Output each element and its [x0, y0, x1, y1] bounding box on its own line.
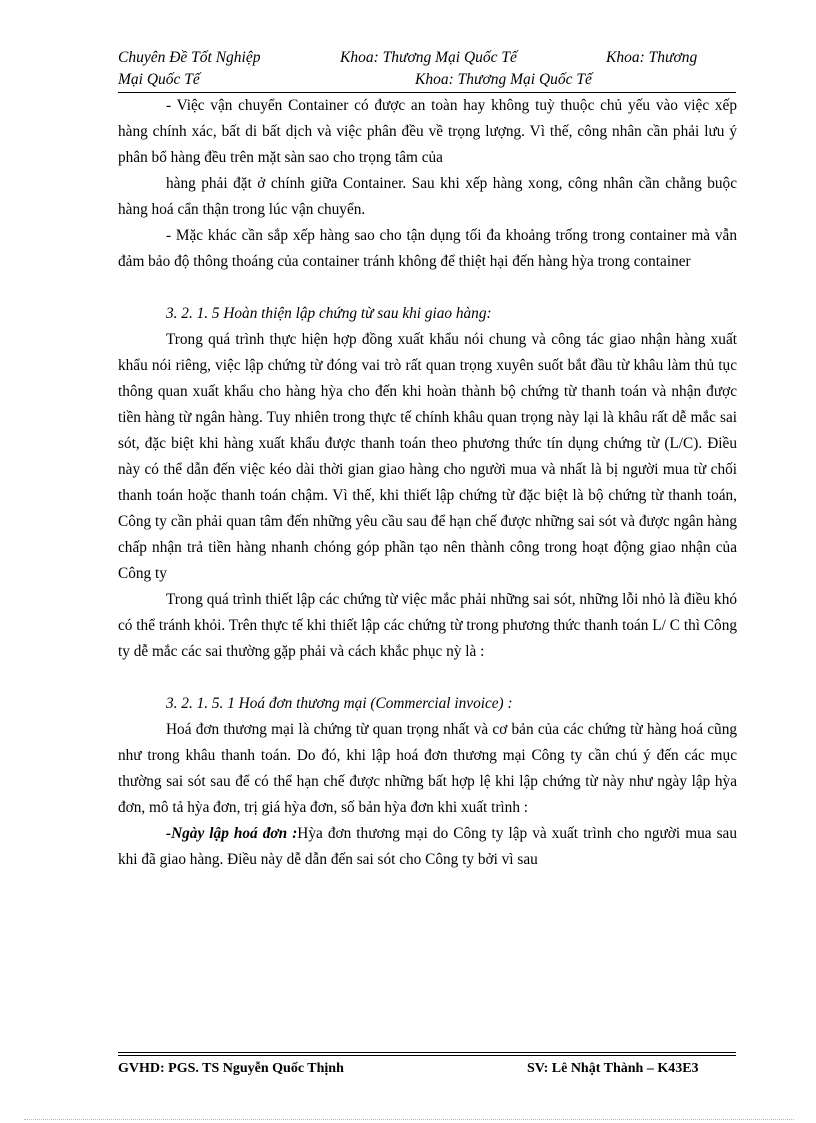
header-faculty-3: Khoa: Thương Mại Quốc Tế — [415, 71, 592, 88]
header-faculty-2-cont: Mại Quốc Tế — [118, 71, 200, 88]
header-faculty-2: Khoa: Thương — [606, 49, 698, 66]
header-line-1 — [118, 47, 718, 69]
header-thesis-title: Chuyên Đề Tốt Nghiệp — [118, 49, 261, 66]
footer-supervisor: GVHD: PGS. TS Nguyễn Quốc Thịnh — [118, 1061, 344, 1076]
page-bottom-dotted-line — [24, 1119, 794, 1120]
page-body — [118, 93, 737, 873]
footer-student: SV: Lê Nhật Thành – K43E3 — [527, 1061, 699, 1076]
spacer — [118, 665, 737, 691]
spacer — [118, 275, 737, 301]
section-heading-3-2-1-5: 3. 2. 1. 5 Hoàn thiện lập chứng từ sau khi giao hàng: — [166, 305, 492, 322]
paragraph-container-space: - Mặc khác cần sắp xếp hàng sao cho tận dụng tối đa khoảng trống trong container mà vẫn đảm bảo độ thông thoáng của container tránh không để thiệt hại đến hàng hỳa trong container — [118, 227, 737, 270]
invoice-date-text: Hỳa đơn thương mại do Công ty lập và xuất trình cho người mua sau khi đã giao hàng. Điều này dễ dẫn đến sai sót cho Công ty bởi vì sau — [118, 825, 737, 868]
invoice-date-label: -Ngày lập hoá đơn : — [166, 825, 298, 842]
paragraph-invoice-date — [118, 821, 737, 873]
paragraph-container-loading: - Việc vận chuyển Container có được an toàn hay không tuỳ thuộc chủ yếu vào việc xếp hàng chính xác, bất di bất dịch và việc phân đều về trọng lượng. Vì thế, công nhân cần phải lưu ý phân bổ hàng đều trên mặt sàn sao cho trọng tâm của — [118, 97, 737, 166]
header-line-2 — [118, 69, 718, 91]
paragraph-commercial-invoice: Hoá đơn thương mại là chứng từ quan trọng nhất và cơ bản của các chứng từ hàng hoá cũng như trong khâu thanh toán. Do đó, khi lập hoá đơn thương mại Công ty cần chú ý đến các mục thường sai sót sau để có thể hạn chế được những bất hợp lệ khi lập chứng từ này như ngày lập hỳa đơn, mô tả hỳa đơn, trị giá hỳa đơn, số bản hỳa đơn khi xuất trình : — [118, 721, 737, 816]
page-header — [118, 47, 718, 91]
page-footer — [118, 1058, 736, 1080]
paragraph-common-errors: Trong quá trình thiết lập các chứng từ việc mắc phải những sai sót, những lỗi nhỏ là điều khó có thể tránh khỏi. Trên thực tế khi thiết lập các chứng từ trong phương thức thanh toán L/ C thì Công ty dễ mắc các sai thường gặp phải và cách khắc phục nỳ là : — [118, 591, 737, 660]
footer-divider-top — [118, 1052, 736, 1053]
paragraph-container-loading-cont: hàng phải đặt ở chính giữa Container. Sau khi xếp hàng xong, công nhân cần chằng buộc hàng hoá cẩn thận trong lúc vận chuyển. — [118, 175, 737, 218]
section-heading-3-2-1-5-1: 3. 2. 1. 5. 1 Hoá đơn thương mại (Commercial invoice) : — [166, 695, 513, 712]
paragraph-documents-importance: Trong quá trình thực hiện hợp đồng xuất khẩu nói chung và công tác giao nhận hàng xuất khẩu nói riêng, việc lập chứng từ đóng vai trò rất quan trọng xuyên suốt bắt đầu từ khâu làm thủ tục thông quan xuất khẩu cho hàng hỳa cho đến khi hoàn thành bộ chứng từ thanh toán và nhận được tiền hàng từ ngân hàng. Tuy nhiên trong thực tế chính khâu quan trọng này lại là khâu rất dễ mắc sai sót, đặc biệt khi hàng xuất khẩu được thanh toán theo phương thức tín dụng chứng từ (L/C). Điều này có thể dẫn đến việc kéo dài thời gian giao hàng cho người mua và nhất là bị người mua từ chối thanh toán hoặc thanh toán chậm. Vì thế, khi thiết lập chứng từ đặc biệt là bộ chứng từ thanh toán, Công ty cần phải quan tâm đến những yêu cầu sau để hạn chế được những sai sót và được ngân hàng chấp nhận trả tiền hàng nhanh chóng góp phần tạo nên thành công trong hoạt động giao nhận của Công ty — [118, 331, 737, 582]
header-faculty-1: Khoa: Thương Mại Quốc Tế — [340, 49, 517, 66]
footer-divider-bottom — [118, 1055, 736, 1056]
